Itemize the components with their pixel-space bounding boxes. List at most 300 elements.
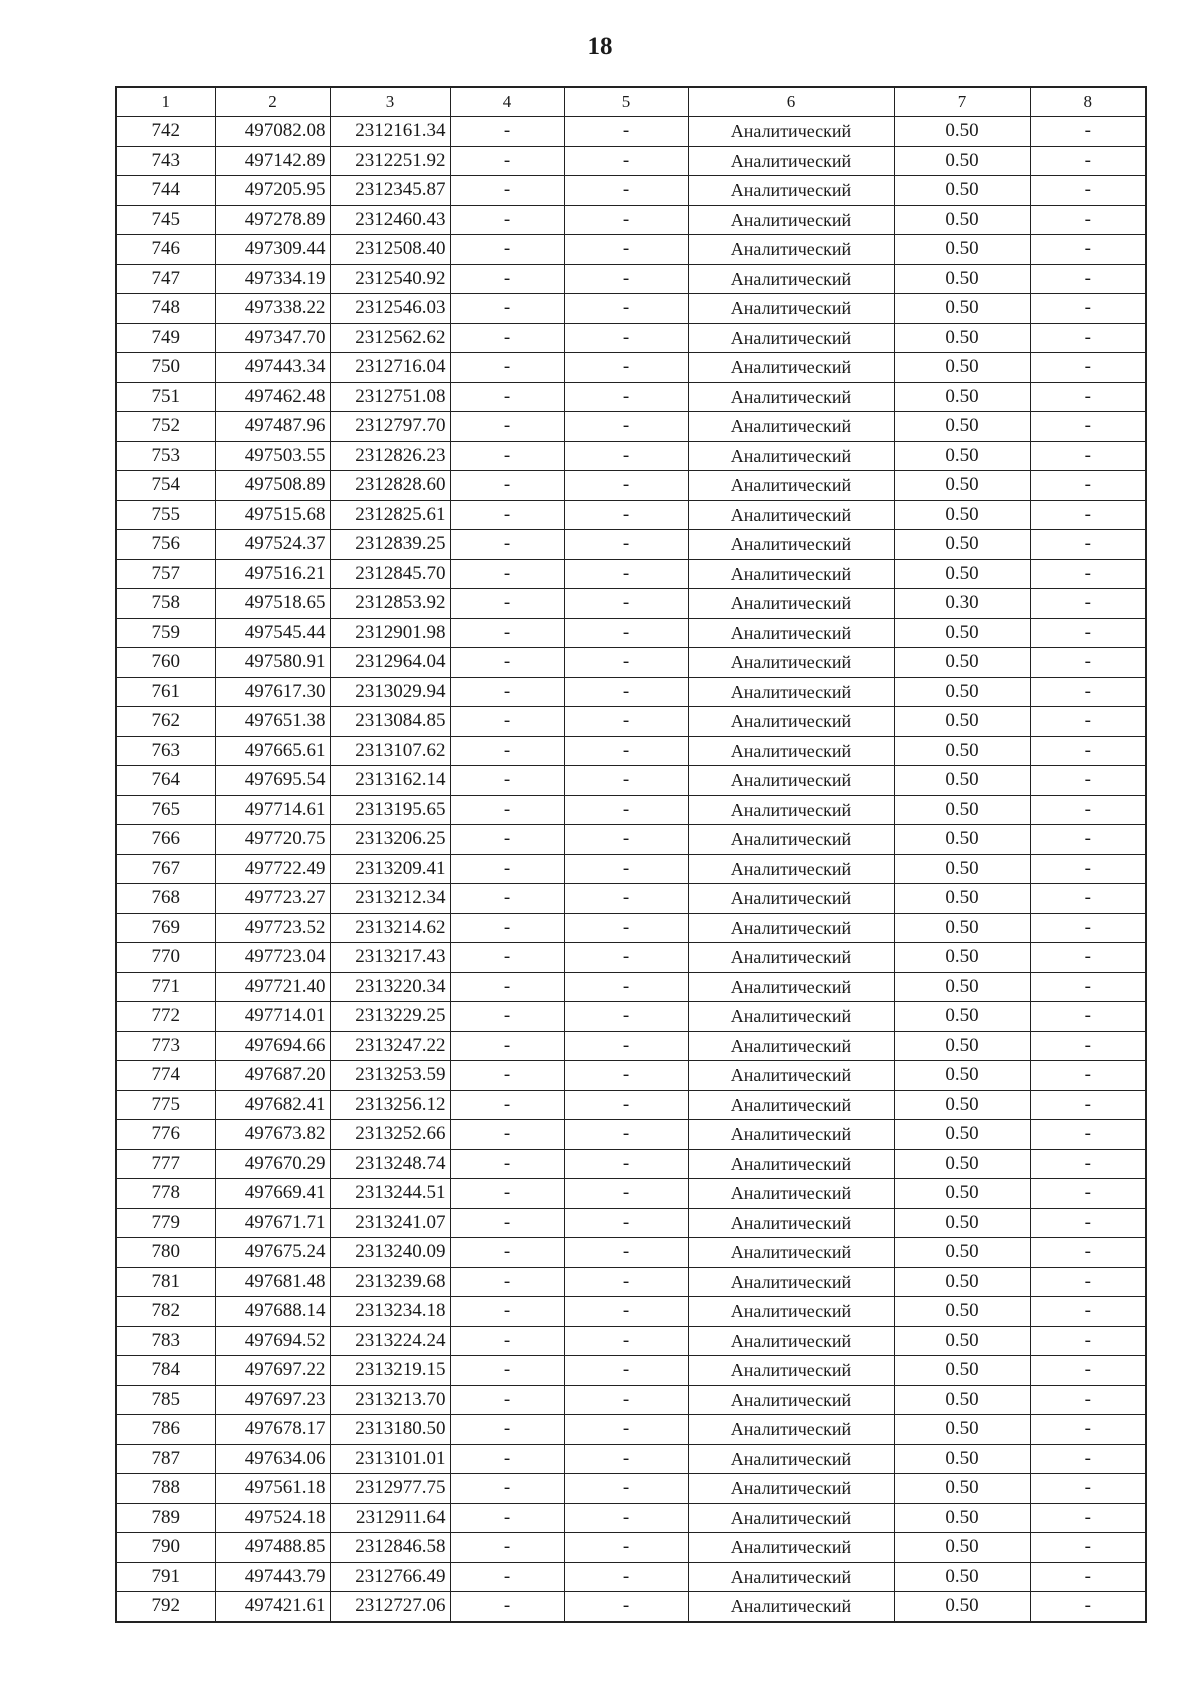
table-cell-col-5: - [564,1326,688,1356]
table-cell-col-3: 2313180.50 [330,1415,450,1445]
table-cell-col-8: - [1030,1238,1146,1268]
table-cell-col-4: - [450,1061,564,1091]
table-cell-col-2: 497722.49 [215,854,330,884]
table-cell-col-7: 0.50 [894,530,1030,560]
table-cell-col-6: Аналитический [688,1179,894,1209]
table-cell-col-6: Аналитический [688,677,894,707]
table-cell-col-2: 497688.14 [215,1297,330,1327]
table-cell-col-7: 0.50 [894,1444,1030,1474]
table-cell-col-7: 0.50 [894,1002,1030,1032]
table-cell-col-4: - [450,205,564,235]
table-cell-col-8: - [1030,146,1146,176]
table-cell-col-6: Аналитический [688,589,894,619]
table-cell-col-2: 497142.89 [215,146,330,176]
table-cell-col-4: - [450,1297,564,1327]
table-cell-col-8: - [1030,589,1146,619]
table-row [116,707,1146,737]
table-cell-col-2: 497443.34 [215,353,330,383]
table-cell-col-6: Аналитический [688,1385,894,1415]
table-cell-col-6: Аналитический [688,707,894,737]
table-cell-col-8: - [1030,677,1146,707]
table-cell-col-5: - [564,913,688,943]
table-cell-col-8: - [1030,176,1146,206]
table-row [116,500,1146,530]
table-cell-col-2: 497524.37 [215,530,330,560]
table-cell-col-8: - [1030,441,1146,471]
column-header-7: 7 [894,87,1030,117]
table-cell-col-7: 0.50 [894,1238,1030,1268]
table-cell-col-7: 0.30 [894,589,1030,619]
table-cell-col-5: - [564,1267,688,1297]
table-cell-col-7: 0.50 [894,559,1030,589]
table-cell-col-7: 0.50 [894,471,1030,501]
table-cell-col-4: - [450,1415,564,1445]
table-cell-col-7: 0.50 [894,353,1030,383]
table-cell-col-3: 2313219.15 [330,1356,450,1386]
table-cell-col-5: - [564,1533,688,1563]
table-cell-col-2: 497561.18 [215,1474,330,1504]
table-cell-col-8: - [1030,1503,1146,1533]
table-cell-col-4: - [450,471,564,501]
table-cell-col-6: Аналитический [688,323,894,353]
table-row [116,1562,1146,1592]
table-cell-col-7: 0.50 [894,1474,1030,1504]
table-cell-col-3: 2312828.60 [330,471,450,501]
table-row [116,589,1146,619]
table-cell-col-5: - [564,1090,688,1120]
table-row [116,1208,1146,1238]
table-row [116,1326,1146,1356]
table-row [116,1356,1146,1386]
table-cell-col-5: - [564,176,688,206]
table-cell-col-4: - [450,1562,564,1592]
table-cell-col-3: 2312797.70 [330,412,450,442]
table-cell-col-5: - [564,500,688,530]
table-cell-col-2: 497309.44 [215,235,330,265]
table-cell-col-4: - [450,1326,564,1356]
table-cell-col-2: 497651.38 [215,707,330,737]
table-cell-col-6: Аналитический [688,972,894,1002]
table-cell-col-4: - [450,795,564,825]
table-cell-col-6: Аналитический [688,884,894,914]
table-cell-col-3: 2313214.62 [330,913,450,943]
table-cell-col-8: - [1030,1090,1146,1120]
table-cell-col-7: 0.50 [894,264,1030,294]
table-cell-col-2: 497714.61 [215,795,330,825]
table-row [116,736,1146,766]
table-cell-col-8: - [1030,1149,1146,1179]
table-cell-col-6: Аналитический [688,412,894,442]
table-cell-col-7: 0.50 [894,176,1030,206]
table-cell-col-4: - [450,1533,564,1563]
table-row [116,353,1146,383]
table-cell-col-2: 497421.61 [215,1592,330,1622]
table-row [116,825,1146,855]
table-cell-col-3: 2312546.03 [330,294,450,324]
table-cell-col-4: - [450,530,564,560]
table-cell-col-8: - [1030,1415,1146,1445]
table-cell-col-4: - [450,589,564,619]
table-cell-col-3: 2313084.85 [330,707,450,737]
table-cell-col-3: 2313220.34 [330,972,450,1002]
table-cell-col-5: - [564,795,688,825]
table-cell-col-6: Аналитический [688,913,894,943]
table-cell-col-8: - [1030,1061,1146,1091]
table-cell-col-7: 0.50 [894,1090,1030,1120]
table-cell-col-6: Аналитический [688,1444,894,1474]
table-cell-col-1: 750 [116,353,215,383]
table-cell-col-1: 754 [116,471,215,501]
table-cell-col-7: 0.50 [894,972,1030,1002]
table-cell-col-2: 497508.89 [215,471,330,501]
table-cell-col-5: - [564,1179,688,1209]
table-cell-col-3: 2313101.01 [330,1444,450,1474]
table-cell-col-8: - [1030,736,1146,766]
table-cell-col-7: 0.50 [894,1562,1030,1592]
table-row [116,854,1146,884]
table-cell-col-1: 789 [116,1503,215,1533]
table-cell-col-5: - [564,235,688,265]
table-cell-col-1: 767 [116,854,215,884]
table-cell-col-4: - [450,1356,564,1386]
table-cell-col-3: 2312825.61 [330,500,450,530]
table-cell-col-1: 780 [116,1238,215,1268]
table-cell-col-3: 2313256.12 [330,1090,450,1120]
table-cell-col-3: 2313229.25 [330,1002,450,1032]
table-cell-col-1: 788 [116,1474,215,1504]
table-row [116,471,1146,501]
table-cell-col-2: 497723.27 [215,884,330,914]
table-cell-col-3: 2312345.87 [330,176,450,206]
table-cell-col-7: 0.50 [894,294,1030,324]
table-cell-col-6: Аналитический [688,1356,894,1386]
table-cell-col-1: 771 [116,972,215,1002]
table-cell-col-1: 753 [116,441,215,471]
table-cell-col-2: 497697.23 [215,1385,330,1415]
table-cell-col-4: - [450,1179,564,1209]
table-cell-col-8: - [1030,972,1146,1002]
table-cell-col-4: - [450,294,564,324]
table-cell-col-6: Аналитический [688,943,894,973]
table-row [116,412,1146,442]
table-cell-col-1: 777 [116,1149,215,1179]
table-cell-col-7: 0.50 [894,1208,1030,1238]
table-cell-col-7: 0.50 [894,795,1030,825]
table-cell-col-4: - [450,1592,564,1622]
table-cell-col-1: 779 [116,1208,215,1238]
table-cell-col-6: Аналитический [688,146,894,176]
column-header-6: 6 [688,87,894,117]
table-cell-col-6: Аналитический [688,235,894,265]
table-cell-col-5: - [564,264,688,294]
table-cell-col-5: - [564,530,688,560]
table-cell-col-6: Аналитический [688,1061,894,1091]
table-cell-col-4: - [450,500,564,530]
table-cell-col-4: - [450,1002,564,1032]
table-cell-col-3: 2312751.08 [330,382,450,412]
table-cell-col-2: 497694.66 [215,1031,330,1061]
table-cell-col-1: 785 [116,1385,215,1415]
table-cell-col-2: 497488.85 [215,1533,330,1563]
table-cell-col-5: - [564,1562,688,1592]
table-cell-col-4: - [450,736,564,766]
table-cell-col-5: - [564,1031,688,1061]
table-cell-col-8: - [1030,648,1146,678]
table-cell-col-5: - [564,1002,688,1032]
table-cell-col-3: 2312562.62 [330,323,450,353]
table-cell-col-3: 2312846.58 [330,1533,450,1563]
table-cell-col-7: 0.50 [894,913,1030,943]
table-cell-col-6: Аналитический [688,1267,894,1297]
table-cell-col-2: 497681.48 [215,1267,330,1297]
table-cell-col-8: - [1030,1533,1146,1563]
table-cell-col-8: - [1030,913,1146,943]
table-cell-col-5: - [564,1503,688,1533]
table-cell-col-5: - [564,323,688,353]
table-cell-col-8: - [1030,353,1146,383]
table-cell-col-7: 0.50 [894,1267,1030,1297]
table-row [116,1503,1146,1533]
column-header-4: 4 [450,87,564,117]
table-cell-col-1: 783 [116,1326,215,1356]
table-cell-col-8: - [1030,471,1146,501]
table-cell-col-1: 781 [116,1267,215,1297]
table-cell-col-4: - [450,1120,564,1150]
table-row [116,1031,1146,1061]
table-cell-col-7: 0.50 [894,766,1030,796]
table-cell-col-2: 497524.18 [215,1503,330,1533]
table-cell-col-3: 2313162.14 [330,766,450,796]
table-cell-col-5: - [564,1297,688,1327]
table-cell-col-4: - [450,1238,564,1268]
table-cell-col-1: 746 [116,235,215,265]
table-cell-col-8: - [1030,412,1146,442]
table-cell-col-3: 2312826.23 [330,441,450,471]
table-cell-col-6: Аналитический [688,559,894,589]
table-cell-col-3: 2313241.07 [330,1208,450,1238]
table-row [116,559,1146,589]
table-cell-col-2: 497545.44 [215,618,330,648]
table-row [116,1179,1146,1209]
table-cell-col-6: Аналитический [688,1562,894,1592]
table-row [116,1415,1146,1445]
table-cell-col-1: 786 [116,1415,215,1445]
table-row [116,1149,1146,1179]
table-cell-col-5: - [564,471,688,501]
table-cell-col-8: - [1030,235,1146,265]
table-cell-col-7: 0.50 [894,825,1030,855]
table-row [116,1474,1146,1504]
table-row [116,1238,1146,1268]
table-cell-col-8: - [1030,530,1146,560]
table-cell-col-1: 776 [116,1120,215,1150]
table-cell-col-5: - [564,1474,688,1504]
table-cell-col-3: 2313107.62 [330,736,450,766]
page-number: 18 [587,33,613,60]
table-body [116,117,1146,1622]
table-cell-col-3: 2312853.92 [330,589,450,619]
table-cell-col-2: 497338.22 [215,294,330,324]
table-cell-col-5: - [564,1149,688,1179]
table-cell-col-4: - [450,1444,564,1474]
table-cell-col-3: 2313209.41 [330,854,450,884]
table-cell-col-6: Аналитический [688,1503,894,1533]
table-cell-col-6: Аналитический [688,1415,894,1445]
table-row [116,1120,1146,1150]
table-cell-col-4: - [450,1385,564,1415]
table-row [116,618,1146,648]
table-cell-col-7: 0.50 [894,1533,1030,1563]
table-cell-col-7: 0.50 [894,1031,1030,1061]
table-cell-col-1: 762 [116,707,215,737]
table-row [116,530,1146,560]
table-cell-col-2: 497665.61 [215,736,330,766]
table-row [116,294,1146,324]
table-cell-col-7: 0.50 [894,1415,1030,1445]
table-cell-col-8: - [1030,766,1146,796]
table-cell-col-8: - [1030,707,1146,737]
table-cell-col-1: 784 [116,1356,215,1386]
table-cell-col-2: 497082.08 [215,117,330,147]
table-cell-col-2: 497694.52 [215,1326,330,1356]
table-cell-col-7: 0.50 [894,1120,1030,1150]
table-cell-col-5: - [564,943,688,973]
table-cell-col-6: Аналитический [688,382,894,412]
table-cell-col-6: Аналитический [688,1090,894,1120]
table-cell-col-8: - [1030,500,1146,530]
table-cell-col-5: - [564,589,688,619]
table-cell-col-4: - [450,648,564,678]
table-cell-col-8: - [1030,1444,1146,1474]
table-cell-col-3: 2312727.06 [330,1592,450,1622]
table-cell-col-2: 497671.71 [215,1208,330,1238]
table-cell-col-4: - [450,943,564,973]
table-cell-col-2: 497697.22 [215,1356,330,1386]
table-cell-col-7: 0.50 [894,500,1030,530]
table-cell-col-1: 761 [116,677,215,707]
table-cell-col-5: - [564,1385,688,1415]
table-cell-col-3: 2312766.49 [330,1562,450,1592]
table-cell-col-5: - [564,648,688,678]
table-cell-col-1: 773 [116,1031,215,1061]
table-cell-col-1: 742 [116,117,215,147]
table-cell-col-6: Аналитический [688,1297,894,1327]
table-cell-col-7: 0.50 [894,205,1030,235]
table-cell-col-5: - [564,117,688,147]
table-cell-col-6: Аналитический [688,825,894,855]
table-cell-col-1: 766 [116,825,215,855]
table-cell-col-5: - [564,205,688,235]
table-cell-col-5: - [564,441,688,471]
table-cell-col-1: 759 [116,618,215,648]
table-cell-col-8: - [1030,1120,1146,1150]
table-cell-col-3: 2313253.59 [330,1061,450,1091]
table-cell-col-7: 0.50 [894,235,1030,265]
table-cell-col-2: 497347.70 [215,323,330,353]
table-cell-col-8: - [1030,323,1146,353]
table-row [116,264,1146,294]
table-cell-col-7: 0.50 [894,1503,1030,1533]
table-row [116,323,1146,353]
table-cell-col-7: 0.50 [894,618,1030,648]
table-cell-col-5: - [564,736,688,766]
table-cell-col-5: - [564,618,688,648]
table-cell-col-5: - [564,1356,688,1386]
table-cell-col-1: 747 [116,264,215,294]
table-cell-col-1: 755 [116,500,215,530]
table-cell-col-2: 497443.79 [215,1562,330,1592]
table-cell-col-1: 745 [116,205,215,235]
table-cell-col-4: - [450,884,564,914]
table-cell-col-3: 2313248.74 [330,1149,450,1179]
table-cell-col-3: 2313212.34 [330,884,450,914]
coordinates-table [115,86,1147,1623]
table-cell-col-3: 2312161.34 [330,117,450,147]
table-cell-col-4: - [450,1474,564,1504]
table-cell-col-5: - [564,382,688,412]
table-cell-col-5: - [564,1592,688,1622]
table-cell-col-7: 0.50 [894,1061,1030,1091]
table-cell-col-3: 2312977.75 [330,1474,450,1504]
table-cell-col-5: - [564,766,688,796]
table-cell-col-3: 2313244.51 [330,1179,450,1209]
table-cell-col-6: Аналитический [688,353,894,383]
table-cell-col-2: 497687.20 [215,1061,330,1091]
table-cell-col-5: - [564,559,688,589]
table-cell-col-8: - [1030,205,1146,235]
table-cell-col-2: 497617.30 [215,677,330,707]
table-cell-col-2: 497515.68 [215,500,330,530]
table-cell-col-4: - [450,618,564,648]
table-row [116,1385,1146,1415]
table-row [116,382,1146,412]
table-cell-col-3: 2312251.92 [330,146,450,176]
table-row [116,943,1146,973]
table-cell-col-1: 774 [116,1061,215,1091]
table-cell-col-1: 763 [116,736,215,766]
table-cell-col-2: 497516.21 [215,559,330,589]
table-cell-col-3: 2313234.18 [330,1297,450,1327]
table-cell-col-3: 2313217.43 [330,943,450,973]
column-header-3: 3 [330,87,450,117]
table-cell-col-8: - [1030,1179,1146,1209]
table-cell-col-6: Аналитический [688,294,894,324]
table-cell-col-8: - [1030,117,1146,147]
table-cell-col-4: - [450,677,564,707]
table-cell-col-4: - [450,117,564,147]
table-cell-col-8: - [1030,618,1146,648]
table-cell-col-2: 497503.55 [215,441,330,471]
table-cell-col-1: 756 [116,530,215,560]
table-cell-col-3: 2312540.92 [330,264,450,294]
table-cell-col-8: - [1030,825,1146,855]
table-cell-col-2: 497721.40 [215,972,330,1002]
table-cell-col-3: 2313240.09 [330,1238,450,1268]
table-cell-col-6: Аналитический [688,766,894,796]
table-cell-col-1: 775 [116,1090,215,1120]
table-cell-col-4: - [450,766,564,796]
table-cell-col-6: Аналитический [688,736,894,766]
table-cell-col-1: 744 [116,176,215,206]
table-cell-col-3: 2313206.25 [330,825,450,855]
table-cell-col-4: - [450,441,564,471]
table-cell-col-1: 770 [116,943,215,973]
table-cell-col-5: - [564,677,688,707]
table-cell-col-7: 0.50 [894,1297,1030,1327]
table-cell-col-2: 497682.41 [215,1090,330,1120]
table-row [116,235,1146,265]
table-cell-col-8: - [1030,884,1146,914]
